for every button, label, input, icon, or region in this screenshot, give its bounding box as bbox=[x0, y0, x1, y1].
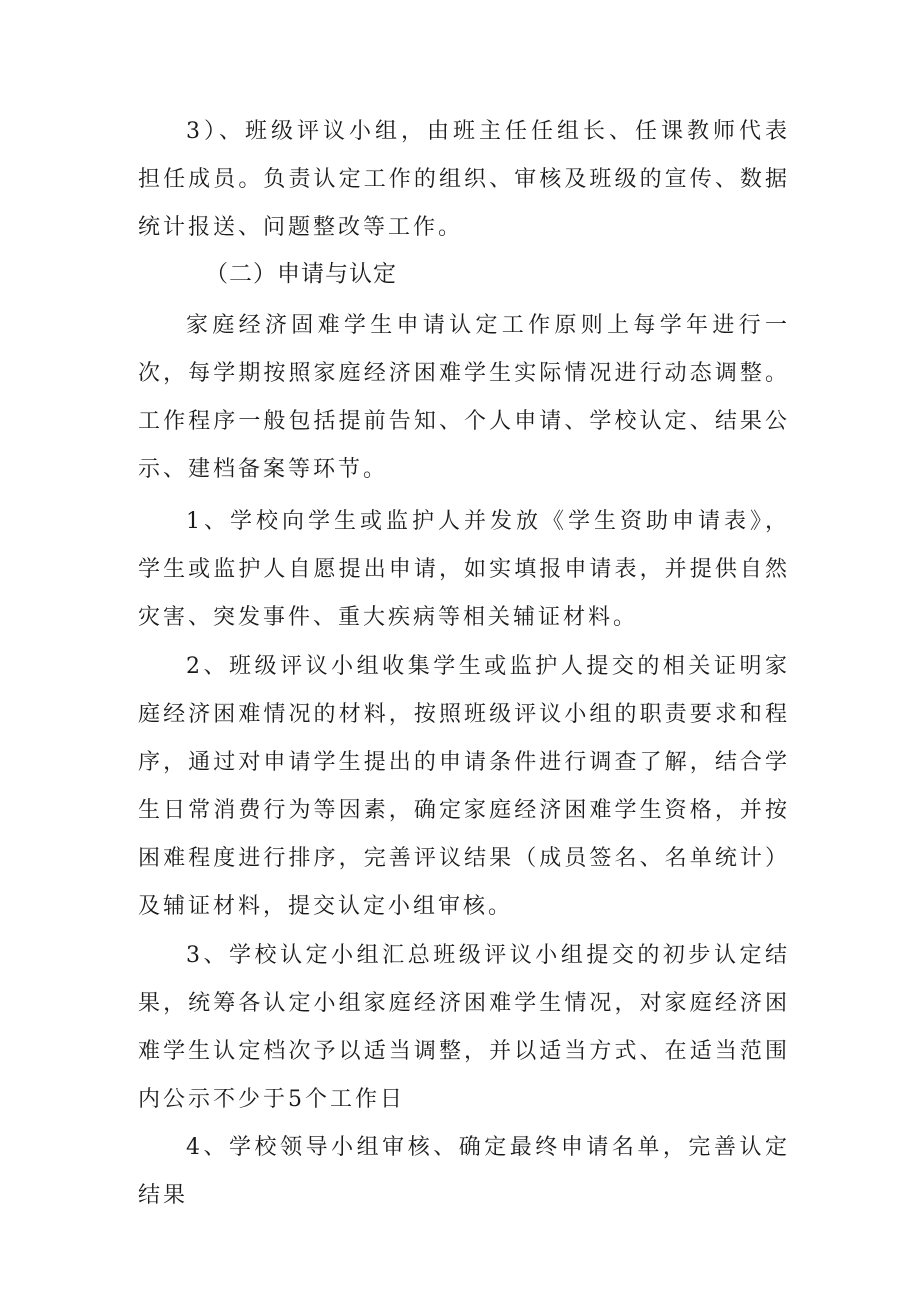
paragraph-application-principle: 家庭经济固难学生申请认定工作原则上每学年进行一次，每学期按照家庭经济困难学生实际情况进行动态调整。工作程序一般包括提前告知、个人申请、学校认定、结果公示、建档备案等环节。 bbox=[138, 313, 790, 482]
section-heading-application: （二）申请与认定 bbox=[205, 261, 397, 287]
paragraph-step-2: 2、班级评议小组收集学生或监护人提交的相关证明家庭经济困难情况的材料，按照班级评议小组的职责要求和程序，通过对申请学生提出的申请条件进行调查了解，结合学生日常消费行为等因素，确定家庭经济困难学生资格，并按困难程度进行排序，完善评议结果（成员签名、名单统计）及辅证材料，提交认定小组审核。 bbox=[138, 654, 790, 919]
paragraph-step-3: 3、学校认定小组汇总班级评议小组提交的初步认定结果，统筹各认定小组家庭经济困难学生情况，对家庭经济困难学生认定档次予以适当调整，并以适当方式、在适当范围内公示不少于5个工作日 bbox=[138, 943, 790, 1112]
paragraph-class-review-group: 3）、班级评议小组，由班主任任组长、任课教师代表担任成员。负责认定工作的组织、审核及班级的宣传、数据统计报送、问题整改等工作。 bbox=[138, 119, 790, 240]
paragraph-step-4: 4、学校领导小组审核、确定最终申请名单，完善认定结果 bbox=[138, 1135, 790, 1208]
paragraph-step-1: 1、学校向学生或监护人并发放《学生资助申请表》，学生或监护人自愿提出申请，如实填报申请表，并提供自然灾害、突发事件、重大疾病等相关辅证材料。 bbox=[138, 509, 790, 630]
